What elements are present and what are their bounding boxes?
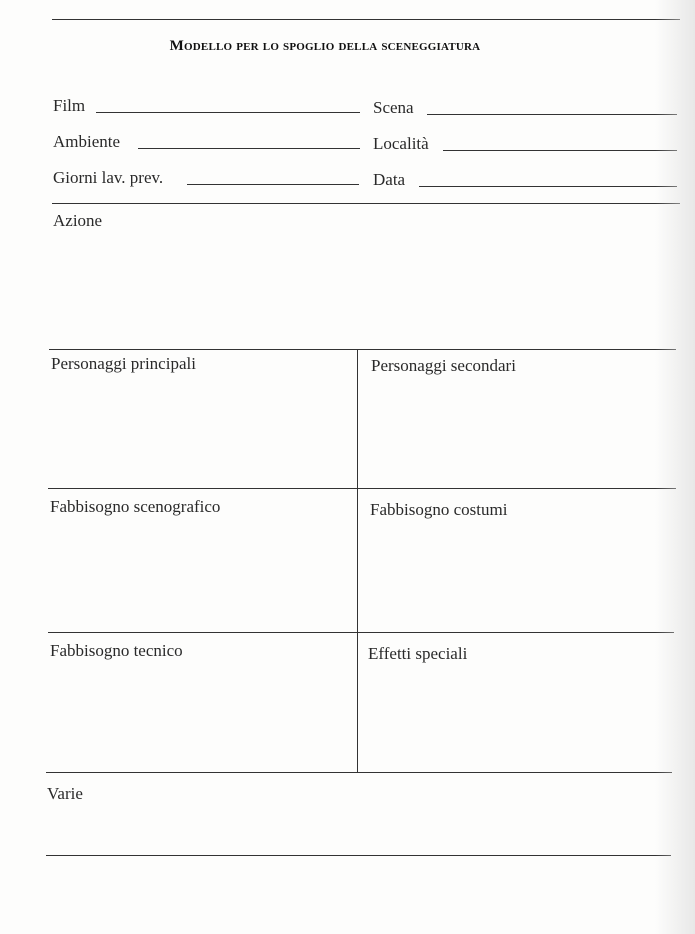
grid-bottom-rule (46, 772, 672, 773)
data-label: Data (373, 170, 406, 189)
bottom-rule (46, 855, 671, 856)
fabbisogno-tecnico-area[interactable] (50, 664, 350, 768)
form-title: Modello per lo spoglio della sceneggiatura (169, 38, 481, 54)
localita-field[interactable] (443, 150, 677, 151)
ambiente-field[interactable] (138, 148, 360, 149)
fabbisogno-scenografico-area[interactable] (50, 520, 350, 628)
grid-top-rule (49, 349, 676, 350)
azione-label: Azione (53, 211, 103, 230)
effetti-speciali-label: Effetti speciali (368, 644, 468, 663)
grid-center-divider (357, 349, 358, 773)
fabbisogno-costumi-area[interactable] (362, 522, 672, 630)
film-field[interactable] (96, 112, 360, 113)
grid-rule-3 (48, 632, 674, 633)
effetti-speciali-area[interactable] (362, 666, 672, 770)
giorni-field[interactable] (187, 184, 359, 185)
header-bottom-rule (52, 203, 680, 204)
personaggi-secondari-label: Personaggi secondari (371, 356, 516, 375)
ambiente-label: Ambiente (53, 132, 121, 151)
top-rule (52, 19, 680, 20)
data-field[interactable] (419, 186, 677, 187)
azione-area[interactable] (52, 232, 672, 344)
scena-label: Scena (373, 98, 414, 117)
scena-field[interactable] (427, 114, 677, 115)
personaggi-principali-area[interactable] (50, 376, 350, 484)
personaggi-secondari-area[interactable] (362, 378, 672, 486)
personaggi-principali-label: Personaggi principali (51, 354, 196, 373)
varie-label: Varie (47, 784, 83, 803)
localita-label: Località (373, 134, 429, 153)
film-label: Film (53, 96, 86, 115)
giorni-label: Giorni lav. prev. (53, 168, 164, 187)
varie-area[interactable] (46, 806, 668, 850)
grid-rule-2 (48, 488, 676, 489)
fabbisogno-tecnico-label: Fabbisogno tecnico (50, 641, 183, 660)
fabbisogno-scenografico-label: Fabbisogno scenografico (50, 497, 221, 516)
fabbisogno-costumi-label: Fabbisogno costumi (370, 500, 508, 519)
